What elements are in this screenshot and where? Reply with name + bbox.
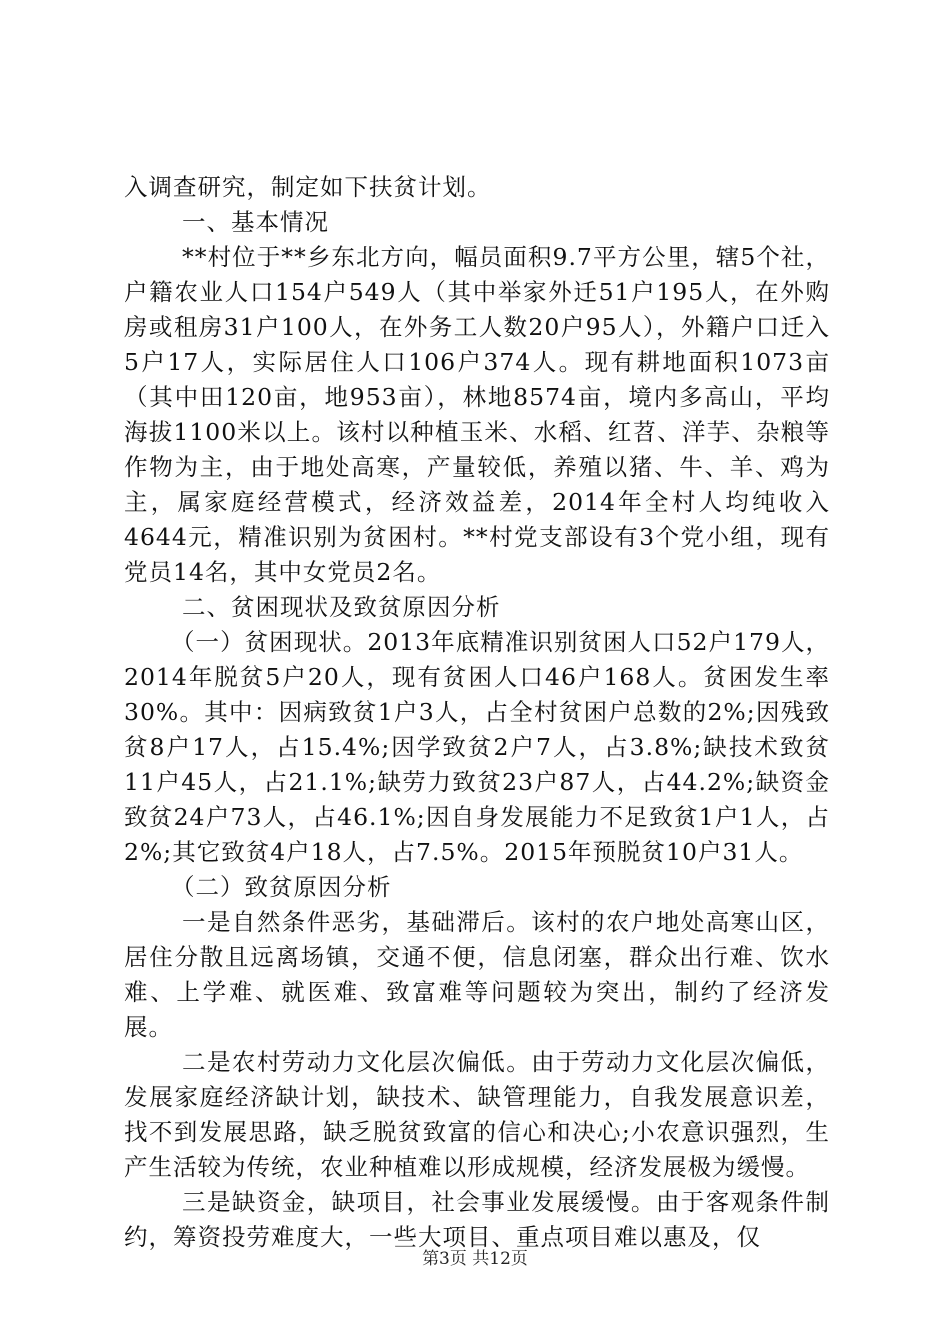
section-heading-basic-situation: 一、基本情况 (182, 208, 329, 236)
paragraph-basic-situation: **村位于**乡东北方向，幅员面积9.7平方公里，辖5个社，户籍农业人口154户549人（其中举家外迁51户195人，在外购房或租房31户100人，在外务工人数20户95人），外籍户口迁入5户17人，实际居住人口106户374人。现有耕地面积1073亩（其中田120亩，地953亩），林地8574亩，境内多高山，平均海拔1100米以上。该村以种植玉米、水稻、红苕、洋芋、杂粮等作物为主，由于地处高寒，产量较低，养殖以猪、牛、羊、鸡为主，属家庭经营模式，经济效益差，2014年全村人均纯收入4644元，精准识别为贫困村。**村党支部设有3个党小组，现有党员14名，其中女党员2名。 (124, 243, 830, 586)
paragraph-cause-two: 二是农村劳动力文化层次偏低。由于劳动力文化层次偏低，发展家庭经济缺计划，缺技术、缺管理能力，自我发展意识差，找不到发展思路，缺乏脱贫致富的信心和决心;小农意识强烈，生产生活较为传统，农业种植难以形成规模，经济发展极为缓慢。 (124, 1048, 830, 1181)
paragraph-continuation: 入调查研究，制定如下扶贫计划。 (124, 173, 492, 201)
paragraph-poverty-status: （一）贫困现状。2013年底精准识别贫困人口52户179人，2014年脱贫5户20人，现有贫困人口46户168人。贫困发生率30%。其中：因病致贫1户3人，占全村贫困户总数的2%;因残致贫8户17人，占15.4%;因学致贫2户7人，占3.8%;缺技术致贫11户45人，占21.1%;缺劳力致贫23户87人，占44.2%;缺资金致贫24户73人，占46.1%;因自身发展能力不足致贫1户1人，占2%;其它致贫4户18人，占7.5%。2015年预脱贫10户31人。 (124, 628, 830, 866)
page-footer: 第3页 共12页 (422, 1249, 528, 1269)
document-body (124, 170, 830, 1255)
subheading-cause-analysis: （二）致贫原因分析 (171, 873, 392, 901)
section-heading-poverty-analysis: 二、贫困现状及致贫原因分析 (182, 593, 501, 621)
paragraph-cause-one: 一是自然条件恶劣，基础滞后。该村的农户地处高寒山区，居住分散且远离场镇，交通不便，信息闭塞，群众出行难、饮水难、上学难、就医难、致富难等问题较为突出，制约了经济发展。 (124, 908, 830, 1041)
paragraph-cause-three: 三是缺资金，缺项目，社会事业发展缓慢。由于客观条件制约，筹资投劳难度大，一些大项目、重点项目难以惠及，仅 (124, 1188, 830, 1251)
